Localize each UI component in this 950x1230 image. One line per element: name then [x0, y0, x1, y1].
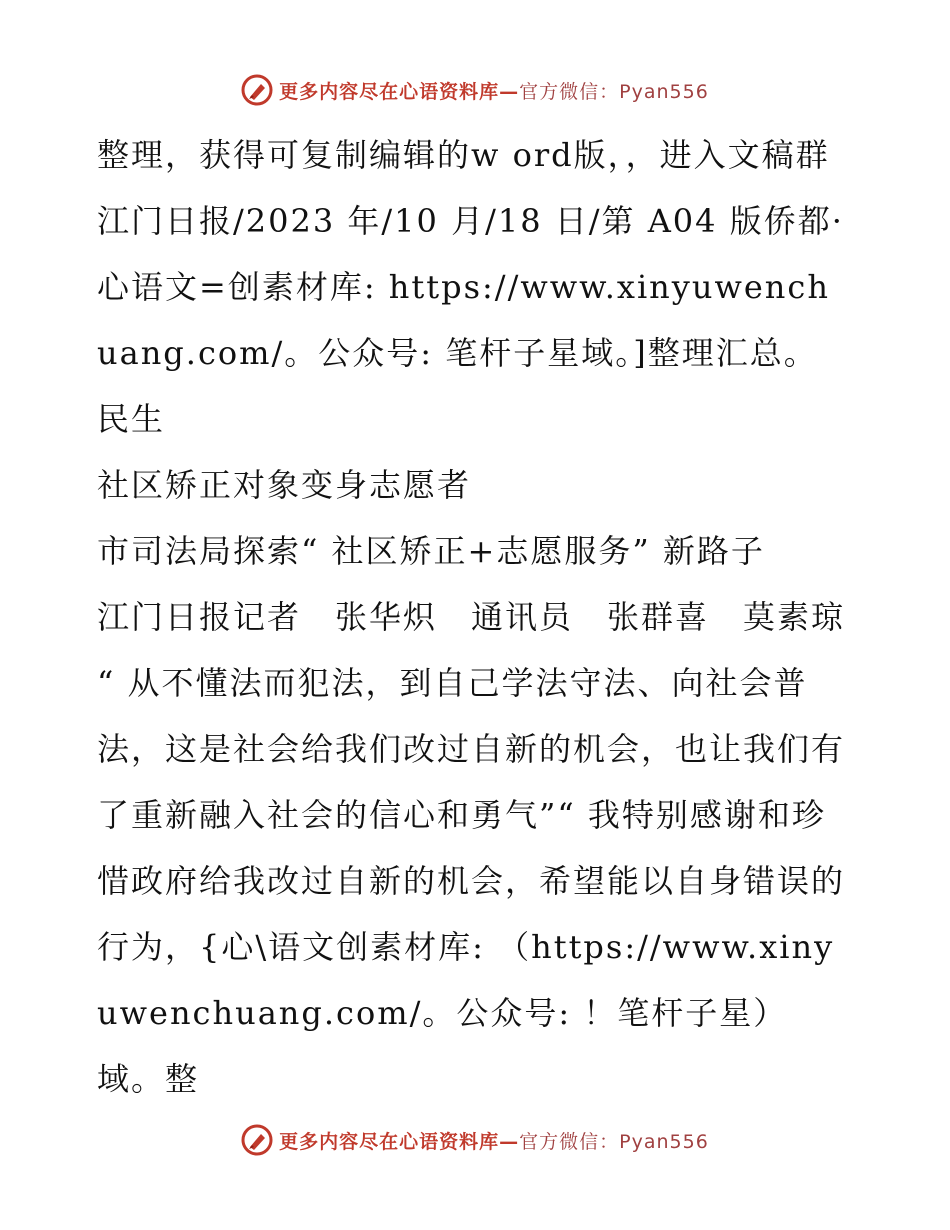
article-body-paragraph: “ 从不懂法而犯法，到自己学法守法、向社会普法，这是社会给我们改过自新的机会，也让我们有了重新融入社会的信心和勇气”“ 我特别感谢和珍惜政府给我改过自新的机会，希望能以自身错误的行为，{心\语文创素材库: （https://www.xinyuwenchuang.com/。公众号: ！笔杆子星）域。整 [97, 664, 846, 1098]
header-watermark-banner [0, 70, 950, 110]
pen-nib-logo-icon [241, 1124, 273, 1156]
article-byline: 江门日报记者 张华炽 通讯员 张群喜 莫素琼 [97, 598, 846, 636]
watermark-text: 更多内容尽在心语资料库—官方微信：Pyan556 [279, 80, 709, 103]
paragraph-source: 江门日报/2023 年/10 月/18 日/第 A04 版侨都·心语文=创素材库: https://www.xinyuwenchuang.com/。公众号: 笔杆子星域。]整理汇总。 民生 [97, 202, 844, 438]
footer-watermark-banner [0, 1120, 950, 1160]
paragraph-intro: 整理，获得可复制编辑的w ord版，，进入文稿群 [97, 136, 830, 174]
pen-nib-logo-icon [241, 74, 273, 106]
article-subheadline: 市司法局探索“ 社区矫正+志愿服务” 新路子 [97, 532, 765, 570]
document-body [97, 122, 852, 1112]
watermark-text: 更多内容尽在心语资料库—官方微信：Pyan556 [279, 1130, 709, 1153]
article-headline: 社区矫正对象变身志愿者 [97, 466, 472, 504]
